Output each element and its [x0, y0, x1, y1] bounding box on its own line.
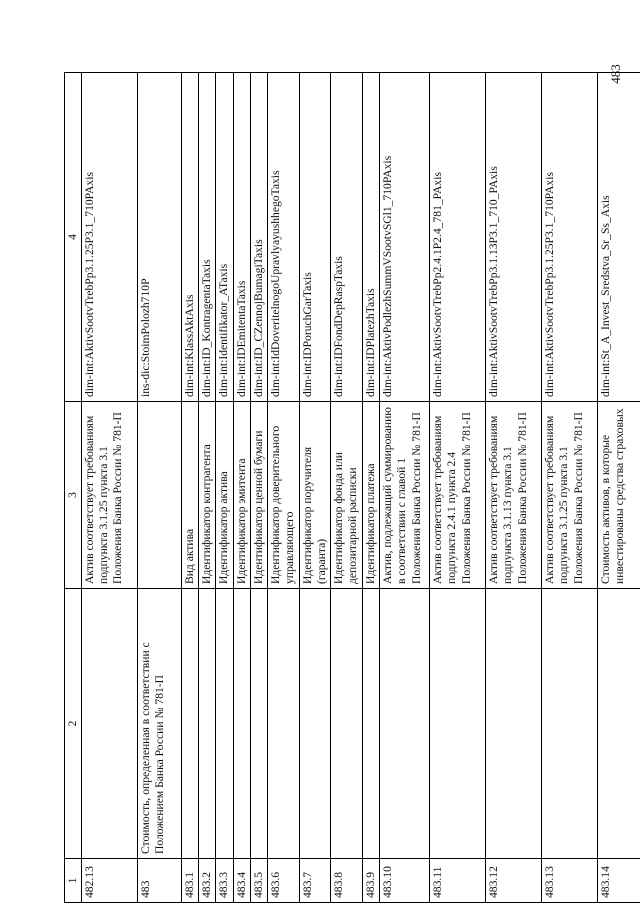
dimension-name: Идентификатор доверительного управляющего	[267, 402, 299, 589]
indicator-name	[486, 589, 542, 859]
row-number: 483.14	[598, 859, 640, 903]
indicator-name	[182, 589, 199, 859]
element-code: dim-int:AktivPodlezhSummVSootvSGl1_710PAxis	[380, 73, 430, 402]
element-code: dim-int:IDPoruchGarTaxis	[299, 73, 330, 402]
indicator-name	[299, 589, 330, 859]
table-row	[250, 73, 267, 903]
indicator-name	[430, 589, 486, 859]
header-cell-3: 3	[65, 402, 82, 589]
element-code: dim-int:AktivSootvTrebPp3.1.25P3.1_710PAxis	[542, 73, 598, 402]
header-cell-1: 1	[65, 859, 82, 903]
dimension-name: Идентификатор платежа	[363, 402, 380, 589]
table-row	[267, 73, 299, 903]
row-number: 483.9	[363, 859, 380, 903]
indicator-name	[233, 589, 250, 859]
indicator-name	[267, 589, 299, 859]
page-number: 483	[607, 64, 623, 84]
table-row	[430, 73, 486, 903]
dimension-name: Стоимость активов, в которые инвестированы средства страховых	[598, 402, 640, 589]
table-row	[486, 73, 542, 903]
table-row	[82, 73, 138, 903]
dimension-name: Идентификатор фонда или депозитарной расписки	[331, 402, 363, 589]
table-row	[380, 73, 430, 903]
header-cell-2: 2	[65, 589, 82, 859]
row-number: 483.1	[182, 859, 199, 903]
header-cell-4: 4	[65, 73, 82, 402]
table-row	[138, 73, 182, 903]
element-code: dim-int:St_A_Invest_Sredstva_Sr_Ss_Axis	[598, 73, 640, 402]
dimension-name: Идентификатор эмитента	[233, 402, 250, 589]
indicator-name	[199, 589, 216, 859]
indicator-name	[363, 589, 380, 859]
dimension-name: Идентификатор актива	[216, 402, 233, 589]
dimension-name	[138, 402, 182, 589]
indicator-name	[331, 589, 363, 859]
table-row	[598, 73, 640, 903]
element-code: dim-int:ID_KontragentaTaxis	[199, 73, 216, 402]
row-number: 483.5	[250, 859, 267, 903]
row-number: 483.12	[486, 859, 542, 903]
dimension-name: Идентификатор ценной бумаги	[250, 402, 267, 589]
table-row	[182, 73, 199, 903]
indicator-name	[598, 589, 640, 859]
indicator-name	[82, 589, 138, 859]
indicator-name	[380, 589, 430, 859]
table-row	[233, 73, 250, 903]
dimension-name: Вид актива	[182, 402, 199, 589]
dimension-name: Актив соответствует требованиям подпункта 3.1.25 пункта 3.1 Положения Банка России № 781-П	[542, 402, 598, 589]
element-code: dim-int:AktivSootvTrebPp3.1.13P3.1_710_PAxis	[486, 73, 542, 402]
dimension-name: Актив соответствует требованиям подпункта 3.1.25 пункта 3.1 Положения Банка России № 781-П	[82, 402, 138, 589]
indicator-name	[542, 589, 598, 859]
indicator-name	[216, 589, 233, 859]
table-row	[199, 73, 216, 903]
dimension-name: Актив соответствует требованиям подпункта 2.4.1 пункта 2.4 Положения Банка России № 781-П	[430, 402, 486, 589]
element-code: dim-int:Identifikator_ATaxis	[216, 73, 233, 402]
table-row	[331, 73, 363, 903]
dimension-name: Идентификатор поручителя (гаранта)	[299, 402, 330, 589]
element-code: dim-int:AktivSootvTrebPp2.4.1P2.4_781_PAxis	[430, 73, 486, 402]
row-number: 482.13	[82, 859, 138, 903]
indicator-name: Стоимость, определенная в соответствии с Положением Банка России № 781-П	[138, 589, 182, 859]
element-code: ins-dic:StoimPolozh710P	[138, 73, 182, 402]
dimension-name: Идентификатор контрагента	[199, 402, 216, 589]
table-row	[363, 73, 380, 903]
table-container	[64, 73, 627, 903]
document-table	[64, 72, 640, 903]
row-number: 483.7	[299, 859, 330, 903]
row-number: 483.8	[331, 859, 363, 903]
table-row	[299, 73, 330, 903]
row-number: 483.10	[380, 859, 430, 903]
element-code: dim-int:KlassAktAxis	[182, 73, 199, 402]
element-code: dim-int:IDFondDepRaspTaxis	[331, 73, 363, 402]
row-number: 483.2	[199, 859, 216, 903]
row-number: 483.6	[267, 859, 299, 903]
indicator-name	[250, 589, 267, 859]
element-code: dim-int:IDEmitentaTaxis	[233, 73, 250, 402]
element-code: dim-int:IdDoveritelnogoUpravlyayushhegoTaxis	[267, 73, 299, 402]
row-number: 483	[138, 859, 182, 903]
element-code: dim-int:ID_CZennojBumagiTaxis	[250, 73, 267, 402]
element-code: dim-int:IDPlatezhTaxis	[363, 73, 380, 402]
dimension-name: Актив соответствует требованиям подпункта 3.1.13 пункта 3.1 Положения Банка России № 781-П	[486, 402, 542, 589]
row-number: 483.4	[233, 859, 250, 903]
header-row	[65, 73, 82, 903]
table-row	[542, 73, 598, 903]
row-number: 483.3	[216, 859, 233, 903]
dimension-name: Актив, подлежащий суммированию в соответствии с главой 1 Положения Банка России № 781-П	[380, 402, 430, 589]
element-code: dim-int:AktivSootvTrebPp3.1.25P3.1_710PAxis	[82, 73, 138, 402]
table-row	[216, 73, 233, 903]
row-number: 483.11	[430, 859, 486, 903]
row-number: 483.13	[542, 859, 598, 903]
